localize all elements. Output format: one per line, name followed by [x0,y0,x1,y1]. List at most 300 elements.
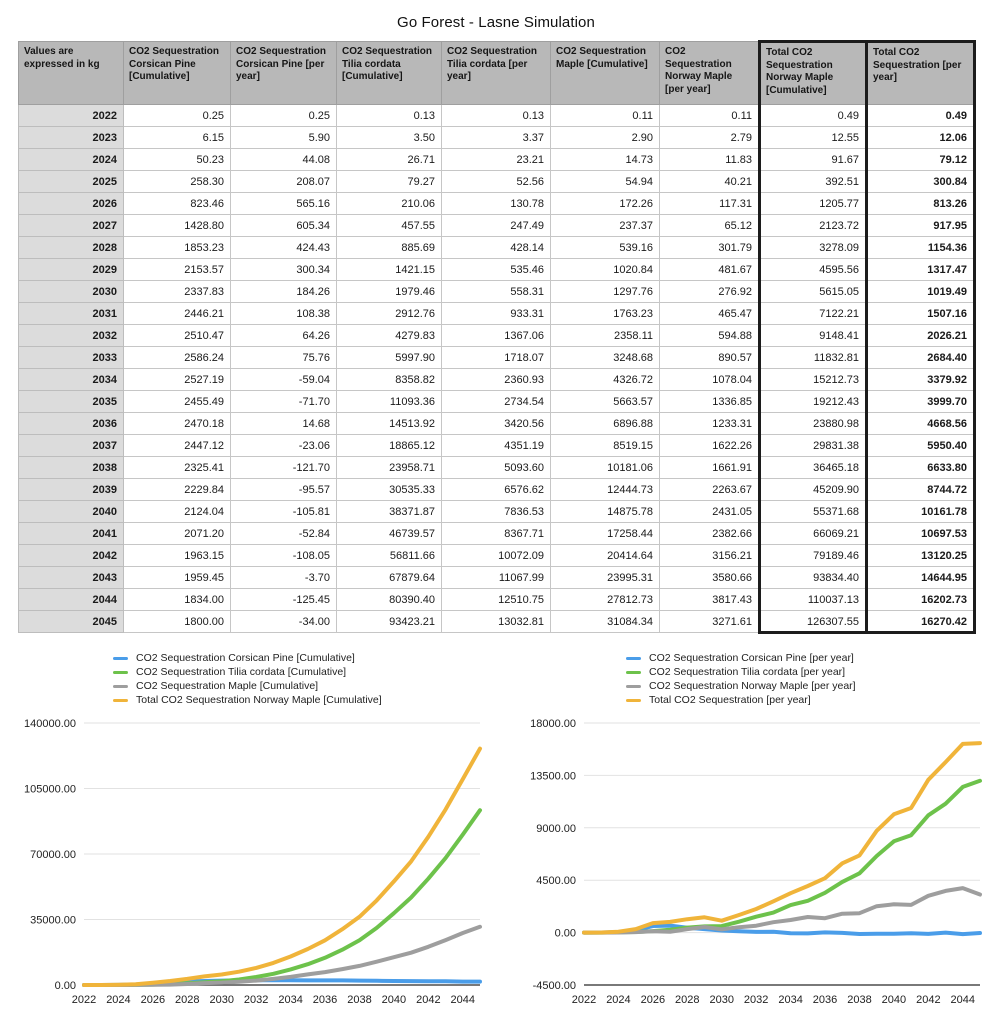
table-cell: -125.45 [231,589,337,611]
table-cell: 813.26 [867,193,975,215]
table-cell: 93834.40 [760,567,867,589]
table-row [19,523,975,545]
table-cell: 1979.46 [337,281,442,303]
table-cell: 2470.18 [124,413,231,435]
table-cell: 1020.84 [551,259,660,281]
table-cell: 392.51 [760,171,867,193]
y-axis-label: 0.00 [54,980,76,992]
table-cell: 64.26 [231,325,337,347]
table-cell: 2026.21 [867,325,975,347]
table-cell: 1367.06 [442,325,551,347]
row-year: 2023 [19,127,124,149]
table-cell: 1154.36 [867,237,975,259]
table-cell: 13120.25 [867,545,975,567]
table-cell: 3420.56 [442,413,551,435]
table-cell: 52.56 [442,171,551,193]
table-cell: -105.81 [231,501,337,523]
table-cell: 23958.71 [337,457,442,479]
column-header: CO2 Sequestration Maple [Cumulative] [551,42,660,105]
table-cell: 31084.34 [551,611,660,633]
table-cell: 23995.31 [551,567,660,589]
table-cell: 3156.21 [660,545,760,567]
legend-label: CO2 Sequestration Norway Maple [per year] [649,680,856,692]
column-header: CO2 Sequestration Tilia cordata [per year] [442,42,551,105]
table-cell: 4326.72 [551,369,660,391]
table-row [19,193,975,215]
table-row [19,435,975,457]
table-cell: 558.31 [442,281,551,303]
row-year: 2044 [19,589,124,611]
table-cell: -34.00 [231,611,337,633]
row-year: 2026 [19,193,124,215]
legend-label: CO2 Sequestration Corsican Pine [Cumulative] [136,652,355,664]
table-cell: 2382.66 [660,523,760,545]
table-cell: 91.67 [760,149,867,171]
table-cell: 5997.90 [337,347,442,369]
legend-swatch [113,657,128,660]
row-year: 2027 [19,215,124,237]
row-year: 2045 [19,611,124,633]
table-cell: 29831.38 [760,435,867,457]
table-cell: 2153.57 [124,259,231,281]
table-cell: 26.71 [337,149,442,171]
table-cell: 3.50 [337,127,442,149]
legend-swatch [626,671,641,674]
table-cell: 12.55 [760,127,867,149]
row-year: 2042 [19,545,124,567]
table-cell: 1507.16 [867,303,975,325]
x-axis-label: 2032 [743,994,769,1006]
table-cell: 1763.23 [551,303,660,325]
legend-label: CO2 Sequestration Maple [Cumulative] [136,680,319,692]
table-row [19,325,975,347]
table-cell: 10181.06 [551,457,660,479]
table-cell: 457.55 [337,215,442,237]
x-axis-label: 2034 [778,994,803,1006]
table-cell: 5093.60 [442,457,551,479]
x-axis-label: 2022 [71,994,97,1006]
legend-item [113,679,490,693]
per-year-chart-box [518,651,990,1016]
legend-item [113,693,490,707]
table-cell: 11832.81 [760,347,867,369]
row-year: 2039 [19,479,124,501]
table-cell: 1800.00 [124,611,231,633]
table-cell: 50.23 [124,149,231,171]
table-cell: 539.16 [551,237,660,259]
x-axis-label: 2040 [881,994,907,1006]
table-cell: 6633.80 [867,457,975,479]
table-cell: 0.49 [760,105,867,127]
table-cell: 481.67 [660,259,760,281]
table-cell: 1622.26 [660,435,760,457]
table-cell: 2337.83 [124,281,231,303]
table-cell: 3248.68 [551,347,660,369]
table-cell: 172.26 [551,193,660,215]
table-cell: 1661.91 [660,457,760,479]
table-cell: 2071.20 [124,523,231,545]
table-cell: 79.27 [337,171,442,193]
header-row [19,42,975,105]
table-cell: -95.57 [231,479,337,501]
table-cell: 10161.78 [867,501,975,523]
table-cell: 1297.76 [551,281,660,303]
row-year: 2040 [19,501,124,523]
x-axis-label: 2042 [416,994,441,1006]
table-row [19,369,975,391]
table-cell: 2325.41 [124,457,231,479]
cumulative-chart-legend [113,651,490,707]
table-cell: 0.25 [124,105,231,127]
table-cell: 8367.71 [442,523,551,545]
chart-series-line [584,743,980,933]
legend-label: CO2 Sequestration Tilia cordata [Cumulative] [136,666,347,678]
row-year: 2034 [19,369,124,391]
table-cell: 300.84 [867,171,975,193]
table-cell: 8519.15 [551,435,660,457]
row-year: 2031 [19,303,124,325]
table-cell: 885.69 [337,237,442,259]
table-cell: 2455.49 [124,391,231,413]
table-cell: -59.04 [231,369,337,391]
page-title: Go Forest - Lasne Simulation [397,14,595,31]
table-cell: 14513.92 [337,413,442,435]
table-cell: 6576.62 [442,479,551,501]
table-cell: 67879.64 [337,567,442,589]
legend-swatch [626,657,641,660]
legend-item [626,651,990,665]
table-cell: 110037.13 [760,589,867,611]
table-cell: 6.15 [124,127,231,149]
table-cell: 2510.47 [124,325,231,347]
table-cell: 4668.56 [867,413,975,435]
table-cell: 0.13 [337,105,442,127]
table-cell: 8358.82 [337,369,442,391]
table-cell: 237.37 [551,215,660,237]
row-year: 2041 [19,523,124,545]
table-cell: 79189.46 [760,545,867,567]
column-header: CO2 Sequestration Norway Maple [per year] [660,42,760,105]
table-cell: 0.25 [231,105,337,127]
legend-label: CO2 Sequestration Tilia cordata [per year] [649,666,846,678]
table-cell: 2586.24 [124,347,231,369]
table-cell: 130.78 [442,193,551,215]
table-cell: 9148.41 [760,325,867,347]
table-row [19,347,975,369]
table-cell: -108.05 [231,545,337,567]
table-cell: 184.26 [231,281,337,303]
row-year: 2029 [19,259,124,281]
table-cell: 2.79 [660,127,760,149]
table-cell: 11.83 [660,149,760,171]
table-cell: 0.11 [660,105,760,127]
table-cell: 3817.43 [660,589,760,611]
y-axis-label: 105000.00 [24,783,76,796]
table-cell: 56811.66 [337,545,442,567]
table-cell: 80390.40 [337,589,442,611]
table-row [19,303,975,325]
table-cell: 2360.93 [442,369,551,391]
table-row [19,171,975,193]
table-cell: 2124.04 [124,501,231,523]
table-cell: 11067.99 [442,567,551,589]
cumulative-chart [18,711,490,1011]
table-cell: 1963.15 [124,545,231,567]
table-cell: 108.38 [231,303,337,325]
column-header: CO2 Sequestration Tilia cordata [Cumulative] [337,42,442,105]
table-cell: 2684.40 [867,347,975,369]
x-axis-label: 2036 [812,994,838,1006]
legend-item [626,679,990,693]
table-row [19,545,975,567]
table-cell: 46739.57 [337,523,442,545]
column-header: CO2 Sequestration Corsican Pine [Cumulative] [124,42,231,105]
table-cell: 126307.55 [760,611,867,633]
row-year: 2035 [19,391,124,413]
y-axis-label: 4500.00 [536,875,576,888]
table-cell: 16270.42 [867,611,975,633]
table-cell: 11093.36 [337,391,442,413]
table-cell: 2734.54 [442,391,551,413]
table-cell: 8744.72 [867,479,975,501]
table-cell: 258.30 [124,171,231,193]
x-axis-label: 2034 [278,994,303,1006]
table-cell: 93423.21 [337,611,442,633]
table-cell: 6896.88 [551,413,660,435]
table-cell: 12.06 [867,127,975,149]
table-cell: 65.12 [660,215,760,237]
table-row [19,127,975,149]
table-cell: 1428.80 [124,215,231,237]
legend-swatch [626,685,641,688]
table-cell: 2912.76 [337,303,442,325]
table-cell: 1834.00 [124,589,231,611]
x-axis-label: 2036 [312,994,338,1006]
table-cell: 605.34 [231,215,337,237]
legend-label: Total CO2 Sequestration [per year] [649,694,811,706]
table-cell: 208.07 [231,171,337,193]
table-cell: 1205.77 [760,193,867,215]
table-cell: 247.49 [442,215,551,237]
table-cell: 1853.23 [124,237,231,259]
table-cell: 14644.95 [867,567,975,589]
chart-series-line [584,781,980,933]
column-header: CO2 Sequestration Corsican Pine [per year] [231,42,337,105]
x-axis-label: 2044 [950,994,976,1006]
table-cell: 4595.56 [760,259,867,281]
x-axis-label: 2024 [606,994,631,1006]
table-row [19,237,975,259]
table-cell: 0.11 [551,105,660,127]
x-axis-label: 2026 [640,994,666,1006]
table-cell: 13032.81 [442,611,551,633]
y-axis-label: 70000.00 [30,849,76,861]
x-axis-label: 2028 [175,994,200,1006]
legend-label: Total CO2 Sequestration Norway Maple [Cumulative] [136,694,382,706]
x-axis-label: 2038 [347,994,372,1006]
legend-swatch [626,699,641,702]
legend-item [113,665,490,679]
row-year: 2043 [19,567,124,589]
x-axis-label: 2030 [209,994,234,1006]
table-cell: 5663.57 [551,391,660,413]
table-cell: 3580.66 [660,567,760,589]
table-cell: 2.90 [551,127,660,149]
table-cell: 1959.45 [124,567,231,589]
row-year: 2036 [19,413,124,435]
table-cell: 16202.73 [867,589,975,611]
table-cell: 2123.72 [760,215,867,237]
table-cell: 10697.53 [867,523,975,545]
x-axis-label: 2030 [709,994,734,1006]
table-cell: 44.08 [231,149,337,171]
x-axis-label: 2028 [675,994,700,1006]
table-cell: 0.49 [867,105,975,127]
table-cell: 14.73 [551,149,660,171]
row-year: 2028 [19,237,124,259]
table-row [19,215,975,237]
table-cell: -3.70 [231,567,337,589]
table-cell: 933.31 [442,303,551,325]
y-axis-label: 140000.00 [24,718,76,730]
y-axis-label: -4500.00 [532,980,576,992]
table-row [19,149,975,171]
table-header [19,42,975,105]
table-cell: 117.31 [660,193,760,215]
table-cell: 19212.43 [760,391,867,413]
table-row [19,259,975,281]
table-cell: -23.06 [231,435,337,457]
table-cell: 66069.21 [760,523,867,545]
y-axis-label: 18000.00 [530,718,576,730]
corner-header: Values are expressed in kg [19,42,124,105]
table-cell: 4279.83 [337,325,442,347]
table-row [19,413,975,435]
table-cell: 38371.87 [337,501,442,523]
table-cell: 5950.40 [867,435,975,457]
chart-series-line [84,927,480,985]
table-cell: 2431.05 [660,501,760,523]
table-cell: 1078.04 [660,369,760,391]
x-axis-label: 2022 [571,994,597,1006]
table-row [19,391,975,413]
table-cell: 2263.67 [660,479,760,501]
table-cell: 890.57 [660,347,760,369]
y-axis-label: 35000.00 [30,914,76,927]
legend-item [626,693,990,707]
table-cell: 300.34 [231,259,337,281]
row-year: 2037 [19,435,124,457]
row-year: 2024 [19,149,124,171]
legend-swatch [113,671,128,674]
legend-item [113,651,490,665]
table-cell: 75.76 [231,347,337,369]
row-year: 2033 [19,347,124,369]
table-cell: 55371.68 [760,501,867,523]
table-cell: 823.46 [124,193,231,215]
legend-label: CO2 Sequestration Corsican Pine [per year] [649,652,854,664]
y-axis-label: 13500.00 [530,770,576,783]
row-year: 2022 [19,105,124,127]
table-cell: 5.90 [231,127,337,149]
table-cell: 1019.49 [867,281,975,303]
table-cell: 45209.90 [760,479,867,501]
table-row [19,105,975,127]
charts-row [0,651,992,1016]
simulation-table [18,40,976,634]
table-cell: 535.46 [442,259,551,281]
cumulative-chart-box [18,651,490,1016]
y-axis-label: 0.00 [554,927,576,940]
table-cell: 18865.12 [337,435,442,457]
table-cell: 594.88 [660,325,760,347]
row-year: 2032 [19,325,124,347]
table-cell: 0.13 [442,105,551,127]
x-axis-label: 2042 [916,994,941,1006]
x-axis-label: 2026 [140,994,166,1006]
per-year-chart [518,711,990,1011]
column-header: Total CO2 Sequestration [per year] [867,42,975,105]
table-row [19,567,975,589]
legend-swatch [113,685,128,688]
table-cell: 10072.09 [442,545,551,567]
table-cell: 54.94 [551,171,660,193]
table-cell: 3.37 [442,127,551,149]
table-cell: 23.21 [442,149,551,171]
table-cell: 27812.73 [551,589,660,611]
table-cell: 1421.15 [337,259,442,281]
table-cell: 12444.73 [551,479,660,501]
row-year: 2030 [19,281,124,303]
table-cell: 1233.31 [660,413,760,435]
table-cell: 1336.85 [660,391,760,413]
table-cell: 301.79 [660,237,760,259]
table-cell: 2447.12 [124,435,231,457]
table-body [19,105,975,633]
table-cell: 30535.33 [337,479,442,501]
table-row [19,457,975,479]
x-axis-label: 2044 [450,994,476,1006]
table-cell: 1718.07 [442,347,551,369]
x-axis-label: 2024 [106,994,131,1006]
table-cell: 3278.09 [760,237,867,259]
x-axis-label: 2040 [381,994,407,1006]
table-cell: 428.14 [442,237,551,259]
table-row [19,589,975,611]
table-cell: 15212.73 [760,369,867,391]
legend-item [626,665,990,679]
table-cell: 424.43 [231,237,337,259]
table-cell: 36465.18 [760,457,867,479]
table-cell: -121.70 [231,457,337,479]
table-cell: 3999.70 [867,391,975,413]
table-cell: 2527.19 [124,369,231,391]
table-row [19,479,975,501]
table-cell: 276.92 [660,281,760,303]
table-cell: 3271.61 [660,611,760,633]
row-year: 2038 [19,457,124,479]
y-axis-label: 9000.00 [536,822,576,835]
table-cell: 20414.64 [551,545,660,567]
table-cell: 3379.92 [867,369,975,391]
table-cell: 14875.78 [551,501,660,523]
table-cell: 2229.84 [124,479,231,501]
table-cell: -52.84 [231,523,337,545]
table-cell: 4351.19 [442,435,551,457]
table-cell: 2446.21 [124,303,231,325]
table-row [19,501,975,523]
per-year-chart-legend [626,651,990,707]
